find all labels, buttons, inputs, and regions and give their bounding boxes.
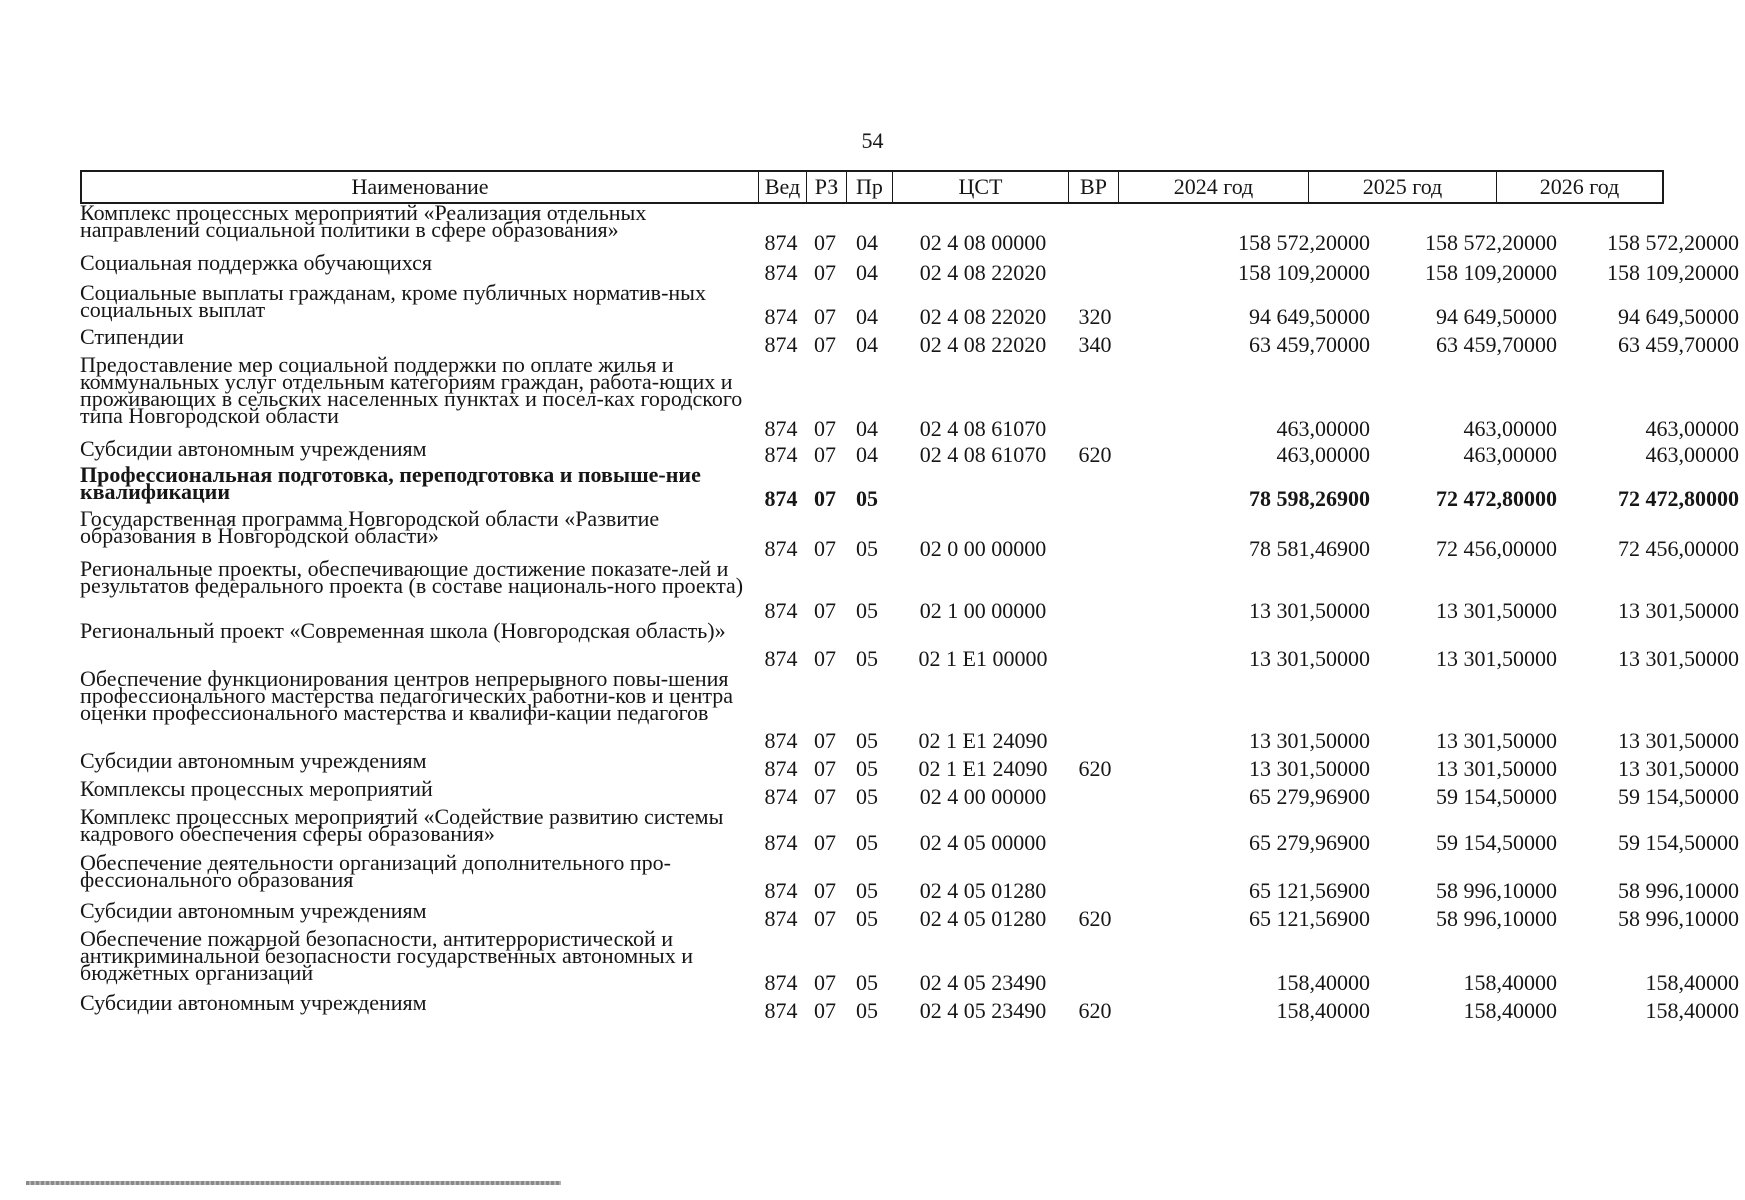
row-name: Комплексы процессных мероприятий bbox=[80, 776, 433, 801]
cell-y2026: 59 154,50000 bbox=[1618, 830, 1739, 855]
cell-cst: 02 4 05 01280 bbox=[919, 906, 1047, 931]
header-2026: 2026 год bbox=[1496, 172, 1662, 202]
cell-rz: 07 bbox=[814, 998, 836, 1023]
row-name: Профессиональная подготовка, переподготовка и повыше-ние квалификации bbox=[80, 462, 701, 504]
cell-y2025: 158 572,20000 bbox=[1425, 230, 1557, 255]
cell-cst: 02 4 05 01280 bbox=[919, 878, 1047, 903]
cell-ved: 874 bbox=[764, 646, 798, 671]
cell-y2026: 13 301,50000 bbox=[1618, 646, 1739, 671]
row-name: Социальные выплаты гражданам, кроме публичных норматив-ных социальных выплат bbox=[80, 280, 706, 322]
row-name: Стипендии bbox=[80, 324, 184, 349]
cell-y2024: 13 301,50000 bbox=[1249, 756, 1370, 781]
cell-ved: 874 bbox=[764, 970, 798, 995]
cell-rz: 07 bbox=[814, 332, 836, 357]
cell-ved: 874 bbox=[764, 598, 798, 623]
row-name: Субсидии автономным учреждениям bbox=[80, 748, 427, 773]
table-row bbox=[80, 506, 1739, 561]
cell-rz: 07 bbox=[814, 536, 836, 561]
header-name: Наименование bbox=[351, 174, 489, 199]
cell-cst: 02 1 E1 00000 bbox=[918, 646, 1048, 671]
cell-y2024: 158 572,20000 bbox=[1238, 230, 1370, 255]
cell-y2026: 158,40000 bbox=[1645, 970, 1739, 995]
cell-ved: 874 bbox=[764, 878, 798, 903]
table-row bbox=[80, 926, 1739, 995]
cell-ved: 874 bbox=[764, 416, 798, 441]
cell-y2026: 13 301,50000 bbox=[1618, 598, 1739, 623]
row-name: Обеспечение деятельности организаций дополнительного про-фессионального образования bbox=[80, 850, 671, 892]
row-name: Региональные проекты, обеспечивающие достижение показате-лей и результатов федерального проекта (в составе националь-ного проекта) bbox=[80, 556, 744, 598]
header-rz: РЗ bbox=[806, 172, 846, 202]
cell-ved: 874 bbox=[764, 486, 798, 511]
cell-y2026: 59 154,50000 bbox=[1618, 784, 1739, 809]
cell-y2026: 158 572,20000 bbox=[1607, 230, 1739, 255]
cell-pr: 04 bbox=[856, 416, 878, 441]
cell-vr: 620 bbox=[1078, 998, 1112, 1023]
cell-pr: 05 bbox=[856, 830, 878, 855]
cell-ved: 874 bbox=[764, 906, 798, 931]
cell-y2024: 65 121,56900 bbox=[1249, 878, 1370, 903]
cell-y2026: 58 996,10000 bbox=[1618, 878, 1739, 903]
cell-cst: 02 4 05 23490 bbox=[919, 970, 1047, 995]
cell-y2025: 63 459,70000 bbox=[1436, 332, 1557, 357]
cell-y2026: 72 472,80000 bbox=[1618, 486, 1739, 511]
row-name: Обеспечение функционирования центров непрерывного повы-шения профессионального мастерства педагогических работни-ков и центра оценки профессионального мастерства и квалифи-кации педагогов bbox=[80, 666, 733, 725]
cell-vr: 620 bbox=[1078, 442, 1112, 467]
cell-pr: 05 bbox=[856, 906, 878, 931]
cell-cst: 02 4 08 22020 bbox=[919, 332, 1047, 357]
table-row bbox=[80, 850, 1739, 903]
table-row bbox=[80, 990, 1739, 1023]
row-name: Субсидии автономным учреждениям bbox=[80, 436, 427, 461]
cell-y2024: 13 301,50000 bbox=[1249, 646, 1370, 671]
cell-pr: 05 bbox=[856, 756, 878, 781]
cell-y2025: 158,40000 bbox=[1463, 970, 1557, 995]
cell-ved: 874 bbox=[764, 756, 798, 781]
cell-pr: 05 bbox=[856, 536, 878, 561]
cell-rz: 07 bbox=[814, 230, 836, 255]
cell-y2025: 158,40000 bbox=[1463, 998, 1557, 1023]
cell-pr: 05 bbox=[856, 970, 878, 995]
cell-pr: 05 bbox=[856, 646, 878, 671]
cell-y2025: 72 472,80000 bbox=[1436, 486, 1557, 511]
cell-cst: 02 4 08 61070 bbox=[919, 416, 1047, 441]
table-row bbox=[80, 352, 1739, 441]
cell-y2026: 463,00000 bbox=[1645, 442, 1739, 467]
cell-cst: 02 4 05 00000 bbox=[919, 830, 1047, 855]
cell-pr: 05 bbox=[856, 598, 878, 623]
cell-cst: 02 4 08 22020 bbox=[919, 260, 1047, 285]
cell-y2024: 63 459,70000 bbox=[1249, 332, 1370, 357]
cell-pr: 04 bbox=[856, 332, 878, 357]
cell-y2025: 72 456,00000 bbox=[1436, 536, 1557, 561]
row-name: Обеспечение пожарной безопасности, антитеррористической и антикриминальной безопасности государственных автономных и бюджетных организаций bbox=[80, 926, 693, 985]
cell-pr: 05 bbox=[856, 784, 878, 809]
cell-ved: 874 bbox=[764, 830, 798, 855]
header-pr: Пр bbox=[846, 172, 892, 202]
cell-rz: 07 bbox=[814, 830, 836, 855]
cell-rz: 07 bbox=[814, 756, 836, 781]
header-vr: ВР bbox=[1068, 172, 1118, 202]
row-name: Социальная поддержка обучающихся bbox=[80, 250, 433, 275]
cell-ved: 874 bbox=[764, 332, 798, 357]
cell-y2024: 158 109,20000 bbox=[1238, 260, 1370, 285]
cell-y2025: 59 154,50000 bbox=[1436, 830, 1557, 855]
cell-y2024: 94 649,50000 bbox=[1249, 304, 1370, 329]
cell-rz: 07 bbox=[814, 416, 836, 441]
cell-pr: 05 bbox=[856, 486, 878, 511]
cell-y2025: 463,00000 bbox=[1463, 416, 1557, 441]
budget-table bbox=[80, 170, 1739, 1023]
cell-rz: 07 bbox=[814, 260, 836, 285]
cell-rz: 07 bbox=[814, 646, 836, 671]
table-row bbox=[80, 462, 1739, 511]
header-2025: 2025 год bbox=[1308, 172, 1496, 202]
cell-pr: 04 bbox=[856, 442, 878, 467]
cell-y2024: 158,40000 bbox=[1276, 998, 1370, 1023]
cell-rz: 07 bbox=[814, 728, 836, 753]
cell-rz: 07 bbox=[814, 442, 836, 467]
cell-y2026: 94 649,50000 bbox=[1618, 304, 1739, 329]
cell-y2024: 13 301,50000 bbox=[1249, 728, 1370, 753]
cell-cst: 02 4 05 23490 bbox=[919, 998, 1047, 1023]
cell-y2025: 13 301,50000 bbox=[1436, 728, 1557, 753]
cell-y2024: 65 279,96900 bbox=[1249, 784, 1370, 809]
cell-y2026: 463,00000 bbox=[1645, 416, 1739, 441]
table-row bbox=[80, 666, 1739, 753]
cell-rz: 07 bbox=[814, 784, 836, 809]
cell-pr: 05 bbox=[856, 998, 878, 1023]
row-name: Предоставление мер социальной поддержки по оплате жилья и коммунальных услуг отдельным категориям граждан, работа-ющих и проживающих в сельских населенных пунктах и посел-ках городского типа Новгородской области bbox=[80, 352, 743, 428]
cell-ved: 874 bbox=[764, 260, 798, 285]
cell-y2025: 59 154,50000 bbox=[1436, 784, 1557, 809]
cell-ved: 874 bbox=[764, 230, 798, 255]
cell-y2024: 78 598,26900 bbox=[1249, 486, 1370, 511]
cell-rz: 07 bbox=[814, 906, 836, 931]
cell-y2026: 158 109,20000 bbox=[1607, 260, 1739, 285]
cell-cst: 02 4 08 22020 bbox=[919, 304, 1047, 329]
cell-pr: 04 bbox=[856, 304, 878, 329]
cell-y2026: 58 996,10000 bbox=[1618, 906, 1739, 931]
cell-cst: 02 1 E1 24090 bbox=[918, 756, 1048, 781]
cell-rz: 07 bbox=[814, 304, 836, 329]
row-name: Субсидии автономным учреждениям bbox=[80, 990, 427, 1015]
cell-y2024: 78 581,46900 bbox=[1249, 536, 1370, 561]
cell-y2025: 13 301,50000 bbox=[1436, 598, 1557, 623]
cell-y2024: 158,40000 bbox=[1276, 970, 1370, 995]
page-number: 54 bbox=[861, 128, 884, 153]
cell-ved: 874 bbox=[764, 304, 798, 329]
cell-y2024: 13 301,50000 bbox=[1249, 598, 1370, 623]
cell-pr: 04 bbox=[856, 230, 878, 255]
cell-ved: 874 bbox=[764, 728, 798, 753]
cell-y2026: 13 301,50000 bbox=[1618, 756, 1739, 781]
cell-y2024: 463,00000 bbox=[1276, 442, 1370, 467]
table-row bbox=[80, 280, 1739, 329]
cell-rz: 07 bbox=[814, 598, 836, 623]
cell-y2025: 158 109,20000 bbox=[1425, 260, 1557, 285]
row-name: Государственная программа Новгородской области «Развитие образования в Новгородской области» bbox=[80, 506, 660, 548]
cell-y2026: 158,40000 bbox=[1645, 998, 1739, 1023]
row-name: Региональный проект «Современная школа (Новгородская область)» bbox=[80, 618, 726, 643]
cell-y2026: 72 456,00000 bbox=[1618, 536, 1739, 561]
cell-y2025: 94 649,50000 bbox=[1436, 304, 1557, 329]
cell-y2024: 65 121,56900 bbox=[1249, 906, 1370, 931]
cell-rz: 07 bbox=[814, 970, 836, 995]
header-ved: Вед bbox=[758, 172, 806, 202]
cell-vr: 620 bbox=[1078, 906, 1112, 931]
cell-pr: 05 bbox=[856, 878, 878, 903]
header-2024: 2024 год bbox=[1118, 172, 1308, 202]
row-name: Комплекс процессных мероприятий «Реализация отдельных направлений социальной политики в сфере образования» bbox=[80, 200, 647, 242]
cell-pr: 04 bbox=[856, 260, 878, 285]
cell-y2026: 13 301,50000 bbox=[1618, 728, 1739, 753]
cell-cst: 02 4 00 00000 bbox=[919, 784, 1047, 809]
row-name: Субсидии автономным учреждениям bbox=[80, 898, 427, 923]
cell-ved: 874 bbox=[764, 998, 798, 1023]
table-row bbox=[80, 804, 1739, 855]
cell-y2025: 463,00000 bbox=[1463, 442, 1557, 467]
cell-y2024: 463,00000 bbox=[1276, 416, 1370, 441]
cell-rz: 07 bbox=[814, 878, 836, 903]
cell-y2025: 58 996,10000 bbox=[1436, 878, 1557, 903]
cell-y2025: 13 301,50000 bbox=[1436, 756, 1557, 781]
cell-vr: 620 bbox=[1078, 756, 1112, 781]
table-row bbox=[80, 556, 1739, 623]
footer-rule bbox=[26, 1181, 561, 1185]
cell-pr: 05 bbox=[856, 728, 878, 753]
cell-y2026: 63 459,70000 bbox=[1618, 332, 1739, 357]
table-row bbox=[80, 618, 1739, 671]
header-cst: ЦСТ bbox=[892, 172, 1068, 202]
row-name: Комплекс процессных мероприятий «Содействие развитию системы кадрового обеспечения сферы образования» bbox=[80, 804, 724, 846]
cell-cst: 02 0 00 00000 bbox=[919, 536, 1047, 561]
table-row bbox=[80, 200, 1739, 255]
cell-ved: 874 bbox=[764, 442, 798, 467]
cell-ved: 874 bbox=[764, 536, 798, 561]
cell-cst: 02 1 00 00000 bbox=[919, 598, 1047, 623]
cell-vr: 320 bbox=[1078, 304, 1112, 329]
table-header bbox=[80, 170, 1664, 204]
cell-cst: 02 4 08 61070 bbox=[919, 442, 1047, 467]
cell-ved: 874 bbox=[764, 784, 798, 809]
cell-y2025: 58 996,10000 bbox=[1436, 906, 1557, 931]
table-body bbox=[80, 200, 1739, 1023]
cell-cst: 02 1 E1 24090 bbox=[918, 728, 1048, 753]
cell-vr: 340 bbox=[1078, 332, 1112, 357]
cell-rz: 07 bbox=[814, 486, 836, 511]
cell-y2025: 13 301,50000 bbox=[1436, 646, 1557, 671]
cell-y2024: 65 279,96900 bbox=[1249, 830, 1370, 855]
cell-cst: 02 4 08 00000 bbox=[919, 230, 1047, 255]
